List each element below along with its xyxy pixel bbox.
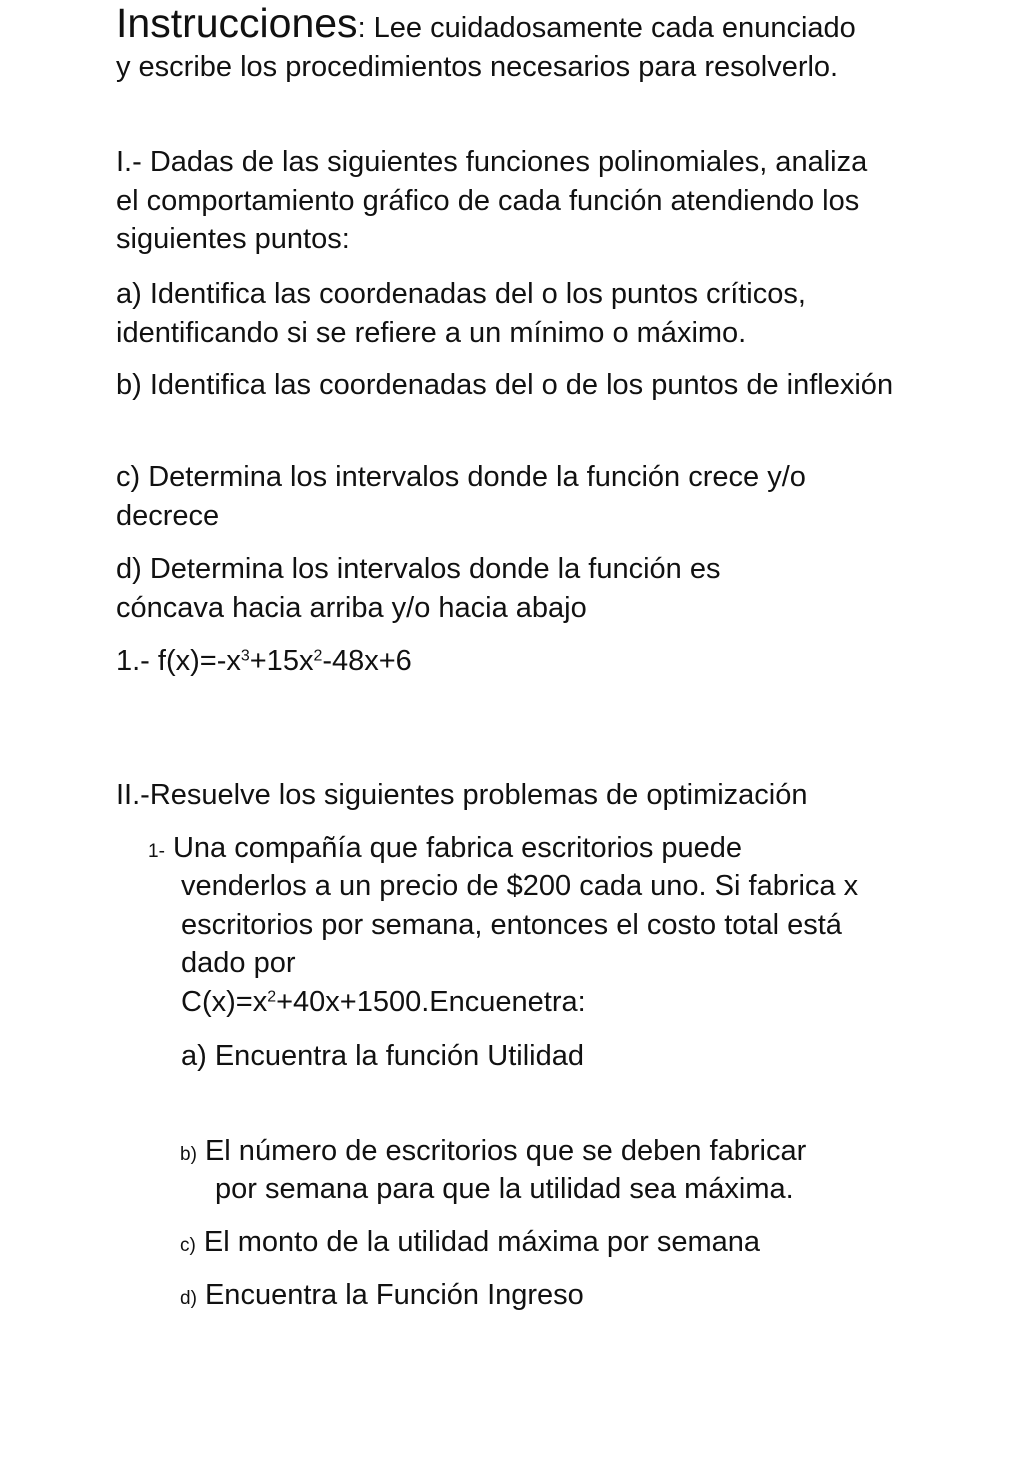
section1-item-a: a) Identifica las coordenadas del o los puntos críticos, identificando si se refiere a un mínimo o máximo. bbox=[116, 278, 806, 349]
instructions-text: : Lee cuidadosamente cada enunciado y escribe los procedimientos necesarios para resolverlo. bbox=[116, 12, 856, 83]
item-c-label: c) bbox=[180, 1235, 196, 1256]
instructions-paragraph bbox=[116, 0, 876, 87]
problem-1-first-line bbox=[148, 829, 928, 872]
section2-item-b-rest: por semana para que la utilidad sea máxima. bbox=[215, 1173, 794, 1205]
section1-item-b: b) Identifica las coordenadas del o de los puntos de inflexión bbox=[116, 369, 894, 401]
item-d-label: d) bbox=[180, 1288, 197, 1309]
function-1: 1.- $f(x)=-x^3+15x^2-48x+6$ bbox=[116, 645, 412, 677]
problem-1-text: venderlos a un precio de $200 cada uno. Si fabrica x escritorios por semana, entonces el costo total está dado por bbox=[181, 870, 859, 979]
section1-item-c: c) Determina los intervalos donde la función crece y/o decrece bbox=[116, 461, 806, 532]
section2-item-b-first: b) El número de escritorios que se deben fabricar bbox=[180, 1135, 807, 1167]
cost-function: $C(x)=x^2+40x+1500.Encuenetra$: bbox=[181, 986, 586, 1018]
problem-1-number: 1- bbox=[148, 841, 165, 862]
item-b-label: b) bbox=[180, 1144, 197, 1165]
section2-item-d: d) Encuentra la Función Ingreso bbox=[180, 1279, 584, 1311]
section2-item-c: c) El monto de la utilidad máxima por semana bbox=[180, 1226, 761, 1258]
problem-1-text-first: Una compañía que fabrica escritorios puede bbox=[172, 832, 743, 864]
section2-item-a: a) Encuentra la función Utilidad bbox=[181, 1040, 585, 1072]
section1-intro: I.- Dadas de las siguientes funciones polinomiales, analiza el comportamiento gráfico de cada función atendiendo los siguientes puntos: bbox=[116, 146, 868, 255]
section1-item-d: d) Determina los intervalos donde la función es cóncava hacia arriba y/o hacia abajo bbox=[116, 553, 721, 624]
section2-title: II.-Resuelve los siguientes problemas de optimización bbox=[116, 779, 808, 811]
instructions-heading: Instrucciones bbox=[116, 0, 358, 46]
